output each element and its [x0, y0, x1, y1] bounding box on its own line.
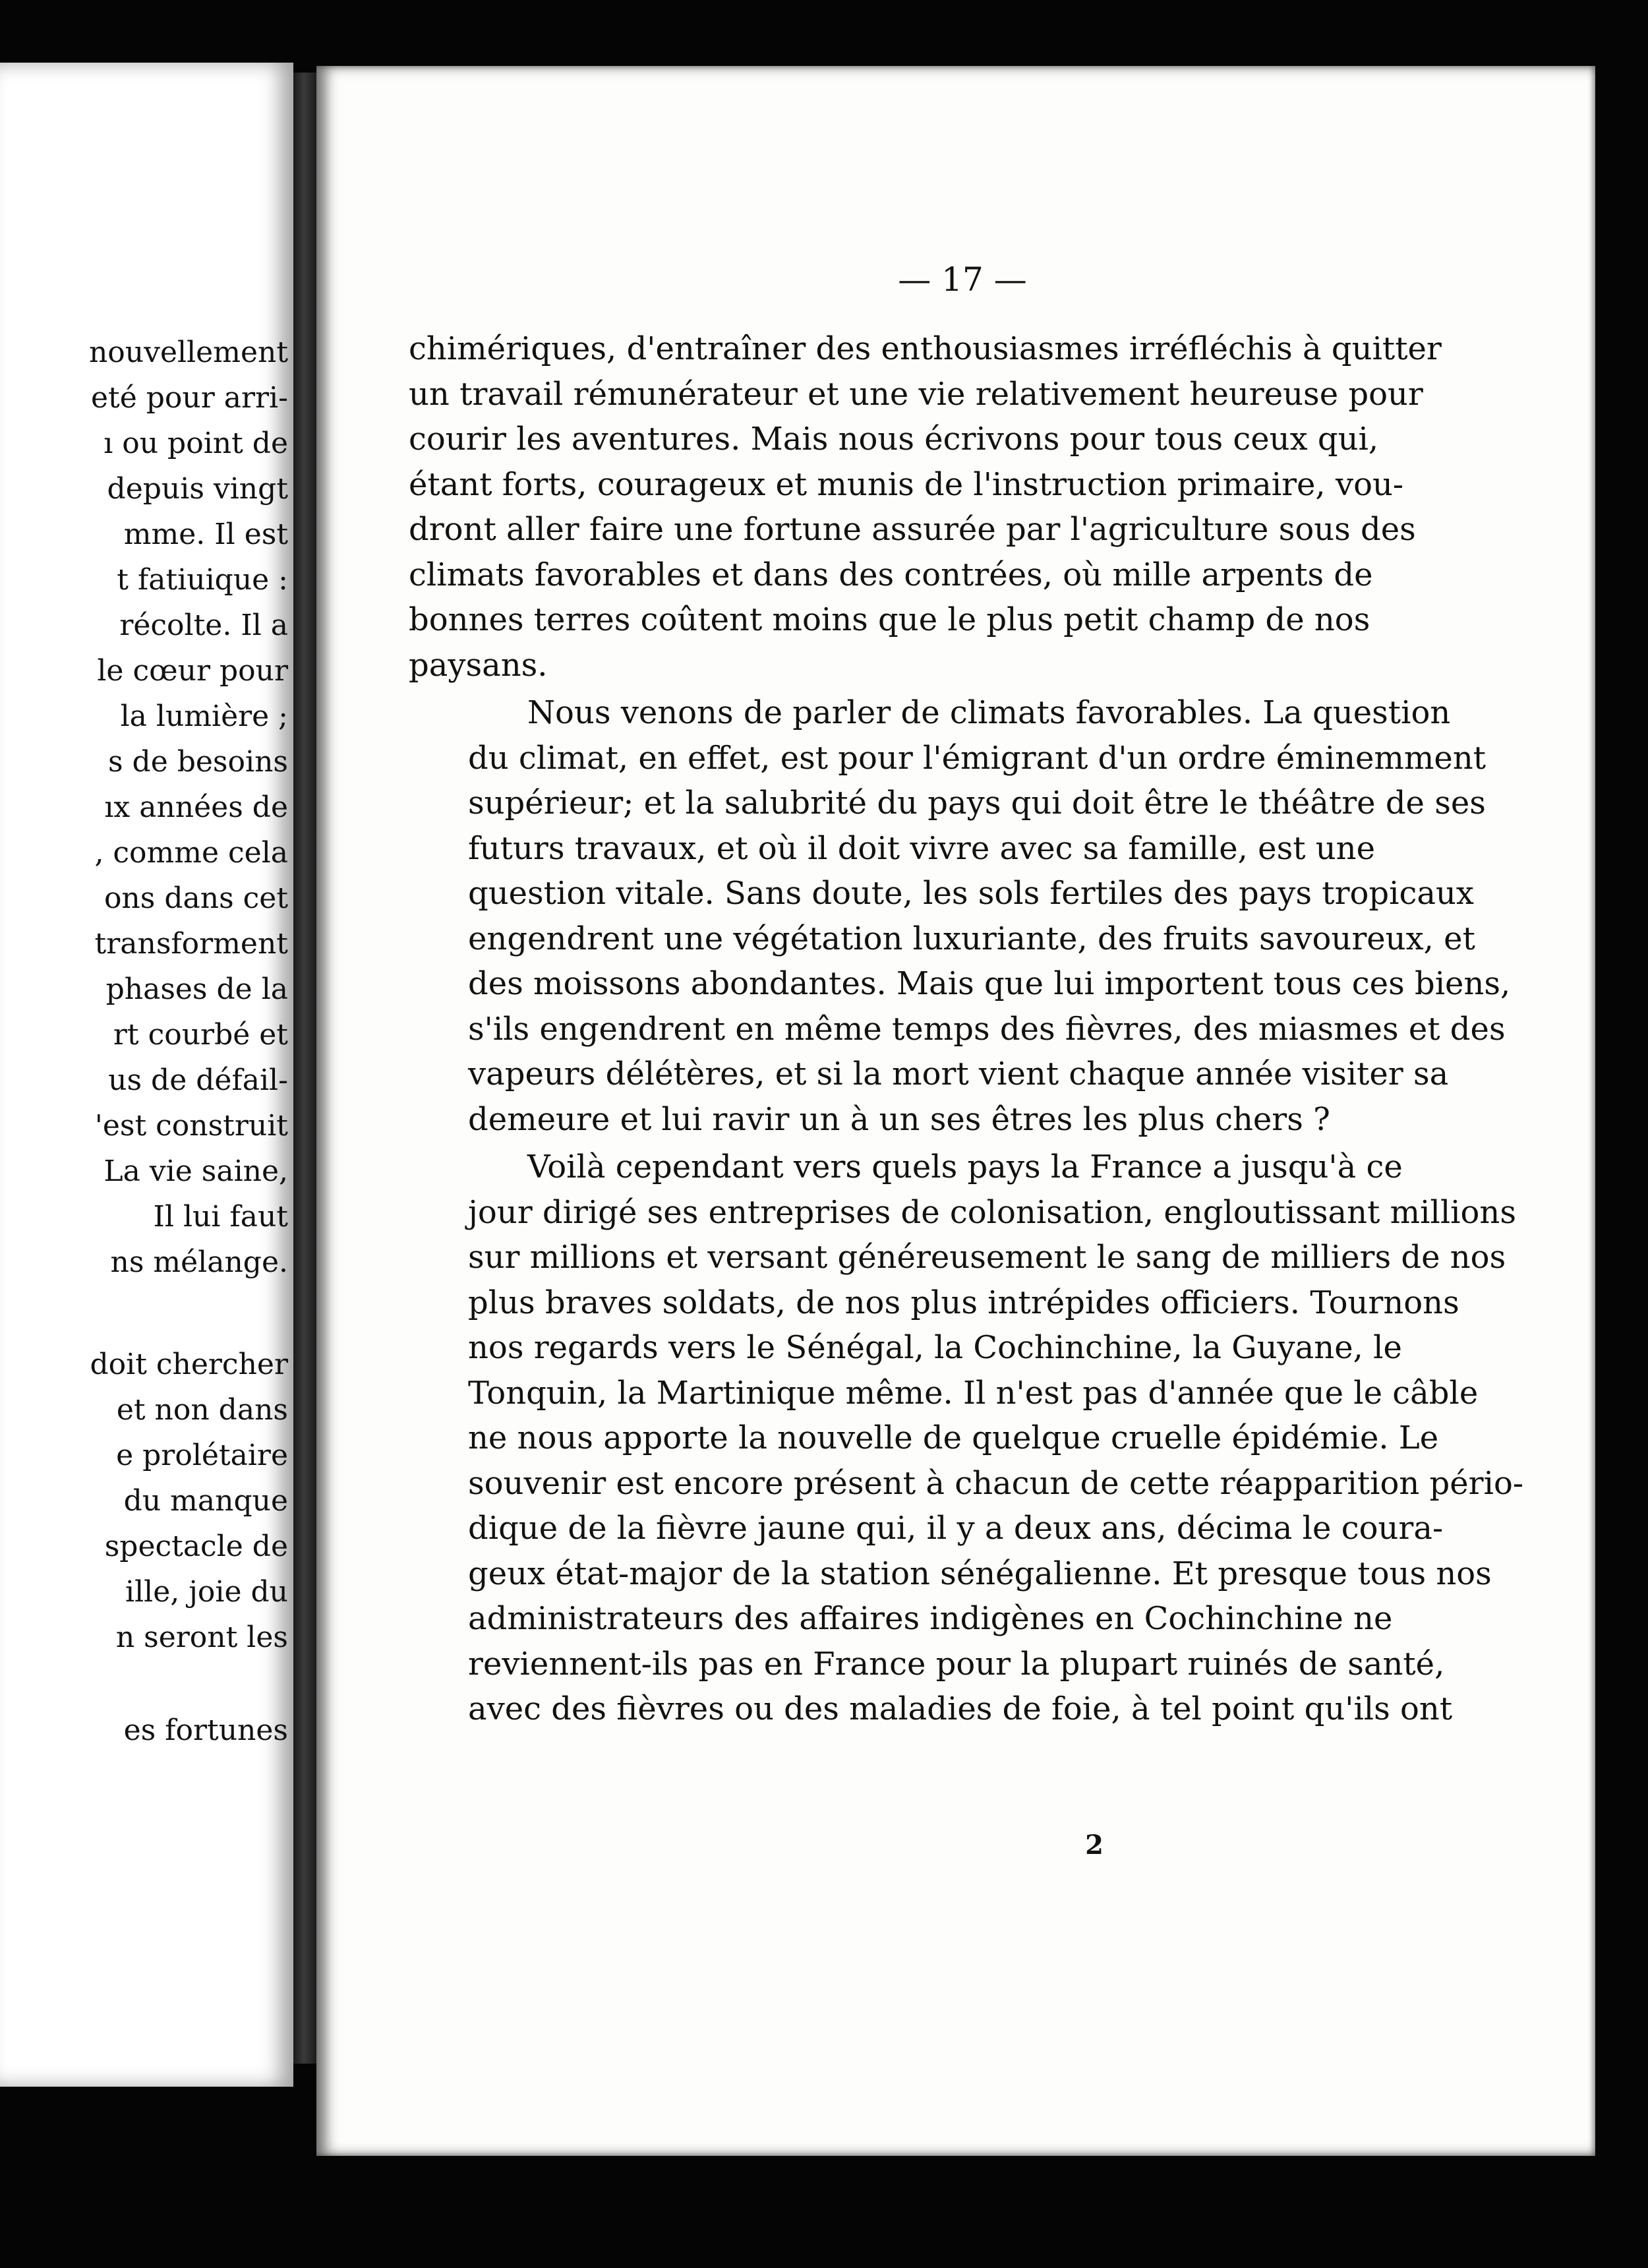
text-line: Voilà cependant vers quels pays la France a jusqu'à ce [527, 1149, 1403, 1185]
paragraph [409, 326, 1442, 688]
text-line: supérieur; et la salubrité du pays qui doit être le théâtre de ses [468, 785, 1486, 821]
paragraph [409, 1145, 1524, 1732]
paragraph [409, 690, 1511, 1142]
page-number: — 17 — [898, 260, 1027, 299]
left-page-line: et non dans [116, 1393, 288, 1427]
text-line: ne nous apporte la nouvelle de quelque cruelle épidémie. Le [468, 1419, 1439, 1456]
text-line: sur millions et versant généreusement le sang de milliers de nos [468, 1239, 1506, 1276]
left-page-line: Il lui faut [153, 1200, 288, 1234]
text-line: jour dirigé ses entreprises de colonisation, engloutissant millions [468, 1193, 1516, 1231]
text-line: climats favorables et dans des contrées, où mille arpents de [409, 556, 1373, 593]
text-line: un travail rémunérateur et une vie relativement heureuse pour [409, 375, 1423, 413]
text-line: du climat, en effet, est pour l'émigrant d'un ordre éminemment [468, 739, 1486, 777]
left-page-line: La vie saine, [103, 1154, 288, 1188]
text-line: geux état-major de la station sénégalienne. Et presque tous nos [468, 1555, 1492, 1592]
text-line: avec des fièvres ou des maladies de foie, à tel point qu'ils ont [468, 1690, 1453, 1727]
text-line: demeure et lui ravir un à un ses êtres les plus chers ? [468, 1100, 1330, 1138]
text-line: des moissons abondantes. Mais que lui importent tous ces biens, [468, 965, 1511, 1002]
text-line: paysans. [409, 646, 548, 684]
left-page-line: spectacle de [104, 1530, 288, 1563]
left-page-line: ille, joie du [125, 1575, 288, 1609]
left-page-line: nouvellement [88, 336, 288, 369]
left-page-line: 'est construit [94, 1109, 288, 1143]
left-page-line: doit chercher [90, 1348, 288, 1381]
text-line: dront aller faire une fortune assurée par l'agriculture sous des [409, 511, 1416, 548]
left-page-line: phases de la [105, 972, 288, 1006]
left-page-line: récolte. Il a [119, 609, 288, 642]
left-page-line: depuis vingt [107, 472, 288, 506]
text-line: dique de la fièvre jaune qui, il y a deux ans, décima le coura- [468, 1510, 1444, 1547]
left-page-line: , comme cela [94, 836, 288, 870]
text-line: Nous venons de parler de climats favorables. La question [527, 694, 1451, 731]
text-line: étant forts, courageux et munis de l'instruction primaire, vou- [409, 465, 1404, 503]
left-page-line: ns mélange. [110, 1245, 288, 1279]
text-line: reviennent-ils pas en France pour la plupart ruinés de santé, [468, 1645, 1445, 1683]
text-line: administrateurs des affaires indigènes en Cochinchine ne [468, 1600, 1393, 1637]
text-line: plus braves soldats, de nos plus intrépides officiers. Tournons [468, 1284, 1459, 1321]
text-line: chimériques, d'entraîner des enthousiasmes irréfléchis à quitter [409, 330, 1442, 367]
book-spine [293, 73, 320, 2064]
left-page-line: eté pour arri- [91, 381, 288, 415]
text-line: Tonquin, la Martinique même. Il n'est pas d'année que le câble [468, 1374, 1479, 1412]
right-page [316, 66, 1595, 2156]
left-page-line: rt courbé et [113, 1018, 288, 1052]
left-page-fragment [0, 63, 293, 2087]
left-page-line: ons dans cet [103, 881, 288, 915]
left-page-line: us de défail- [108, 1063, 288, 1097]
left-page-line: ı ou point de [103, 427, 288, 460]
left-page-line: le cœur pour [97, 654, 288, 688]
left-page-line: s de besoins [107, 745, 288, 779]
left-page-line: du manque [123, 1484, 288, 1518]
text-line: question vitale. Sans doute, les sols fertiles des pays tropicaux [468, 875, 1474, 912]
text-line: engendrent une végétation luxuriante, des fruits savoureux, et [468, 920, 1475, 957]
text-line: souvenir est encore présent à chacun de cette réapparition pério- [468, 1464, 1524, 1502]
left-page-line: e prolétaire [116, 1439, 288, 1472]
left-page-line: mme. Il est [123, 518, 288, 551]
left-page-line: la lumière ; [120, 700, 288, 733]
left-page-line: transforment [94, 927, 288, 961]
left-page-line: es fortunes [123, 1714, 288, 1747]
text-line: s'ils engendrent en même temps des fièvres, des miasmes et des [468, 1010, 1506, 1048]
text-line: bonnes terres coûtent moins que le plus petit champ de nos [409, 601, 1370, 638]
text-line: futurs travaux, et où il doit vivre avec sa famille, est une [468, 829, 1375, 867]
text-line: courir les aventures. Mais nous écrivons pour tous ceux qui, [409, 421, 1379, 458]
text-line: nos regards vers le Sénégal, la Cochinchine, la Guyane, le [468, 1329, 1402, 1366]
left-page-line: n seront les [115, 1621, 288, 1654]
left-page-line: ıx années de [104, 791, 288, 824]
signature-mark: 2 [1085, 1830, 1104, 1861]
body-text [409, 326, 1524, 1735]
text-line: vapeurs délétères, et si la mort vient chaque année visiter sa [468, 1056, 1449, 1092]
left-page-line: t fatiuique : [117, 563, 288, 597]
